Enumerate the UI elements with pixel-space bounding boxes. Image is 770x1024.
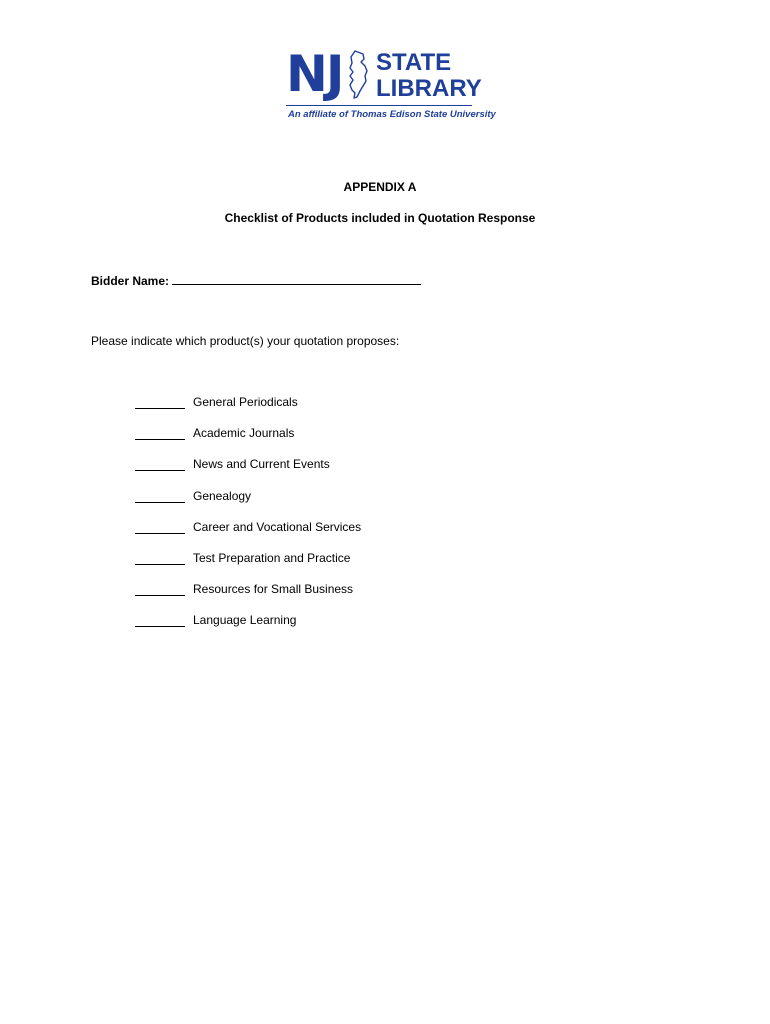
checklist-item (135, 551, 361, 582)
checklist-blank[interactable] (135, 582, 185, 596)
bidder-name-label: Bidder Name: (91, 274, 170, 288)
product-label: Language Learning (193, 613, 297, 628)
checklist-blank[interactable] (135, 395, 185, 409)
checklist-item (135, 520, 361, 551)
product-checklist (135, 395, 361, 645)
product-label: General Periodicals (193, 395, 298, 409)
document-subtitle: Checklist of Products included in Quotation Response (224, 211, 536, 225)
product-label: Career and Vocational Services (193, 519, 362, 534)
product-label: Test Preparation and Practice (193, 550, 351, 565)
checklist-blank[interactable] (135, 520, 185, 534)
instruction-text: Please indicate which product(s) your quotation proposes: (91, 334, 400, 348)
nj-state-library-logo (286, 45, 496, 126)
product-label: News and Current Events (193, 457, 330, 472)
checklist-item (135, 426, 361, 457)
logo-tagline: An affiliate of Thomas Edison State University (288, 109, 496, 120)
checklist-blank[interactable] (135, 426, 185, 440)
logo-divider (286, 105, 472, 106)
bidder-name-field (91, 273, 421, 288)
checklist-item (135, 457, 361, 488)
checklist-blank[interactable] (135, 551, 185, 565)
product-label: Genealogy (193, 488, 252, 503)
logo-library-text: LIBRARY (376, 75, 482, 102)
new-jersey-map-icon (346, 50, 370, 100)
product-label: Academic Journals (193, 426, 295, 441)
checklist-blank[interactable] (135, 457, 185, 471)
checklist-item (135, 613, 361, 644)
checklist-item (135, 582, 361, 613)
logo-nj-text: NJ (286, 45, 343, 103)
product-label: Resources for Small Business (193, 582, 354, 597)
appendix-title: APPENDIX A (343, 180, 417, 194)
bidder-name-blank[interactable] (172, 273, 421, 285)
checklist-item (135, 395, 361, 426)
checklist-item (135, 489, 361, 520)
checklist-blank[interactable] (135, 489, 185, 503)
checklist-blank[interactable] (135, 613, 185, 627)
logo-state-text: STATE (376, 49, 452, 76)
